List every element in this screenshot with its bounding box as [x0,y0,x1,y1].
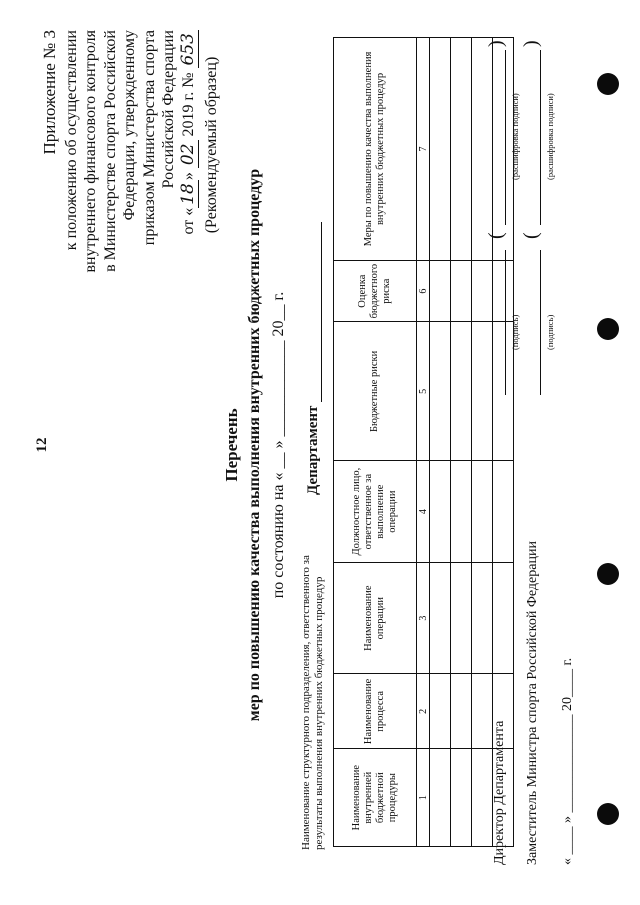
handwritten-month: 02 [178,140,199,168]
table-cell[interactable] [430,562,451,673]
table-cell[interactable] [472,461,493,563]
appendix-title: Приложение № 3 [40,30,59,155]
column-number: 2 [417,674,430,749]
as-of-date: по состоянию на « __ » ____________ 20__ г. [270,291,287,599]
table-row [430,38,451,847]
table-cell[interactable] [430,749,451,847]
table-cell[interactable] [472,749,493,847]
signature-caption: (подпись) [545,314,555,350]
signing-date: « ____ » ______________ 20____ г. [560,657,575,865]
table-cell[interactable] [472,562,493,673]
table-row [451,38,472,847]
open-paren: ( [485,232,507,239]
deputy-minister-label: Заместитель Министра спорта Российской Федерации [525,541,540,865]
table-cell[interactable] [430,38,451,261]
close-paren: ) [520,40,542,47]
measures-table [333,37,514,847]
deputy-signature-line[interactable] [540,250,541,395]
column-header: Меры по повышению качества выполнения внутренних бюджетных процедур [334,38,417,261]
director-decoding-line[interactable] [505,50,506,225]
structural-unit-label: Наименование структурного подразделения, ответственного за результаты выполнения внутренних бюджетных процедур [300,555,325,850]
table-cell[interactable] [451,562,472,673]
table-cell[interactable] [472,260,493,322]
column-number: 1 [417,749,430,847]
table-header-row [334,38,417,847]
open-paren: ( [520,232,542,239]
table-cell[interactable] [472,322,493,461]
column-number: 3 [417,562,430,673]
table-cell[interactable] [451,461,472,563]
appendix-line: внутреннего финансового контроля [82,30,99,273]
appendix-line: Российской Федерации [160,30,177,189]
department-field [305,222,322,495]
decoding-caption: (расшифровка подписи) [545,93,555,180]
table-cell[interactable] [451,260,472,322]
table-cell[interactable] [493,260,514,322]
table-cell[interactable] [451,322,472,461]
signature-caption: (подпись) [510,314,520,350]
director-label: Директор Департамента [492,720,507,865]
column-header: Наименование процесса [334,674,417,749]
table-cell[interactable] [472,38,493,261]
appendix-date: от «18» 02 2019 г. № 653 [179,30,199,300]
appendix-block [40,30,222,300]
document-title-block [222,45,288,845]
column-number: 6 [417,260,430,322]
column-number: 4 [417,461,430,563]
table-cell[interactable] [493,461,514,563]
table-cell[interactable] [430,461,451,563]
recommended-sample-note: (Рекомендуемый образец) [203,56,220,234]
decoding-caption: (расшифровка подписи) [510,93,520,180]
appendix-line: в Министерстве спорта Российской [101,30,119,272]
table-cell[interactable] [451,38,472,261]
table-cell[interactable] [430,322,451,461]
handwritten-order-number: 653 [178,30,199,68]
column-header: Оценка бюджетного риска [334,260,417,322]
column-header: Должностное лицо, ответственное за выполнение операции [334,461,417,563]
document-subtitle: мер по повышению качества выполнения внутренних бюджетных процедур [246,168,263,722]
director-signature-line[interactable] [505,250,506,395]
table-cell[interactable] [430,674,451,749]
table-row [472,38,493,847]
column-number: 7 [417,38,430,261]
table-cell[interactable] [451,674,472,749]
table-cell[interactable] [472,674,493,749]
table-cell[interactable] [430,260,451,322]
deputy-decoding-line[interactable] [540,50,541,225]
column-header: Наименование внутренней бюджетной процедуры [334,749,417,847]
handwritten-day: 18 [178,180,199,208]
department-blank-line [321,222,322,402]
appendix-line: к положению об осуществлении [62,30,80,251]
table-cell[interactable] [493,562,514,673]
appendix-line: приказом Министерства спорта [140,30,158,246]
close-paren: ) [485,40,507,47]
page-number: 12 [34,437,50,453]
department-label: Департамент [305,405,321,495]
column-header: Бюджетные риски [334,322,417,461]
document-title: Перечень [222,408,241,482]
column-header: Наименование операции [334,562,417,673]
column-number-row [417,38,430,847]
column-number: 5 [417,322,430,461]
table-cell[interactable] [451,749,472,847]
appendix-line: Федерации, утвержденному [121,30,138,221]
